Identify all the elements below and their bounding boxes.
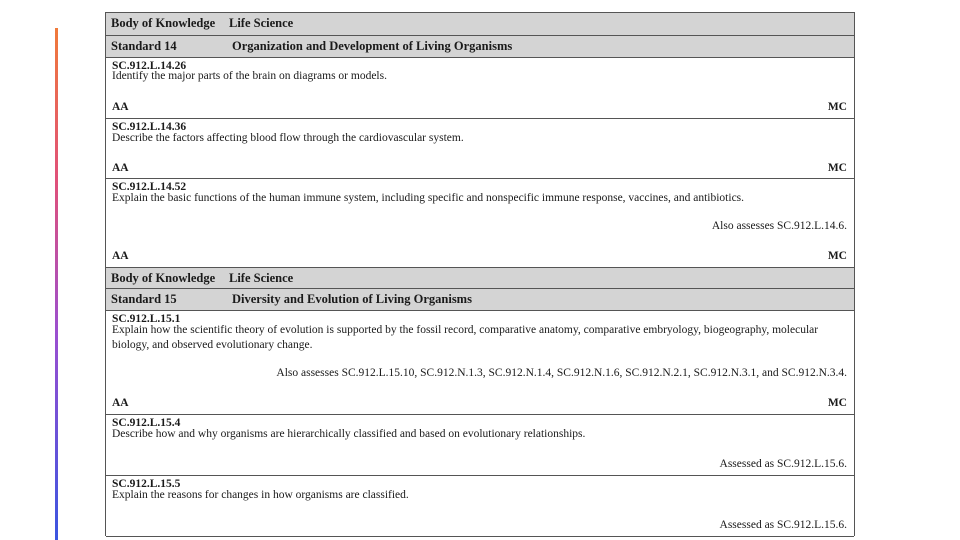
mc-label: MC xyxy=(827,162,847,174)
benchmark-description: Explain the reasons for changes in how organisms are classified. xyxy=(112,489,409,501)
benchmark-row xyxy=(106,311,854,415)
benchmark-description: Identify the major parts of the brain on diagrams or models. xyxy=(112,70,387,82)
also-assesses-note: Also assesses SC.912.L.15.10, SC.912.N.1.3, SC.912.N.1.4, SC.912.N.1.6, SC.912.N.2.1, SC.912.N.3.1, and SC.912.N.3.4. xyxy=(276,367,847,379)
aa-label: AA xyxy=(112,397,129,409)
body-of-knowledge-label: Body of Knowledge xyxy=(111,271,216,285)
standard-header xyxy=(106,289,854,311)
benchmark-row xyxy=(106,476,854,537)
also-assesses-note: Also assesses SC.912.L.14.6. xyxy=(711,220,847,232)
body-of-knowledge-value: Life Science xyxy=(229,271,294,285)
benchmark-row xyxy=(106,119,854,179)
benchmark-code: SC.912.L.15.5 xyxy=(112,478,181,490)
benchmark-description: Describe the factors affecting blood flow through the cardiovascular system. xyxy=(112,132,464,144)
benchmark-code: SC.912.L.15.4 xyxy=(112,417,181,429)
aa-label: AA xyxy=(112,250,129,262)
benchmark-description: Explain the basic functions of the human immune system, including specific and nonspecific immune response, vaccines, and antibiotics. xyxy=(112,192,745,204)
benchmark-description: Explain how the scientific theory of evolution is supported by the fossil record, comparative anatomy, comparative embryology, biogeography, molecular biology, and observed evolutionary change. xyxy=(112,324,819,351)
benchmark-row xyxy=(106,415,854,476)
benchmark-footer xyxy=(112,397,847,409)
benchmark-table xyxy=(105,12,855,536)
benchmark-row xyxy=(106,58,854,119)
standard-label: Standard 15 xyxy=(111,292,177,306)
mc-label: MC xyxy=(827,250,847,262)
benchmark-footer xyxy=(112,101,847,113)
body-of-knowledge-header xyxy=(106,268,854,289)
benchmark-footer xyxy=(112,162,847,174)
assessed-as-note: Assessed as SC.912.L.15.6. xyxy=(719,519,847,531)
benchmark-description: Describe how and why organisms are hierarchically classified and based on evolutionary relationships. xyxy=(112,428,586,440)
benchmark-row xyxy=(106,179,854,268)
body-of-knowledge-label: Body of Knowledge xyxy=(111,16,216,30)
accent-bar xyxy=(55,28,58,540)
standard-header xyxy=(106,36,854,58)
benchmark-code: SC.912.L.15.1 xyxy=(112,313,181,325)
benchmark-code: SC.912.L.14.26 xyxy=(112,60,187,72)
benchmark-code: SC.912.L.14.36 xyxy=(112,121,187,133)
assessed-as-note: Assessed as SC.912.L.15.6. xyxy=(719,458,847,470)
body-of-knowledge-header xyxy=(106,13,854,36)
aa-label: AA xyxy=(112,162,129,174)
standard-title: Diversity and Evolution of Living Organisms xyxy=(232,292,472,306)
body-of-knowledge-value: Life Science xyxy=(229,16,294,30)
benchmark-code: SC.912.L.14.52 xyxy=(112,181,187,193)
mc-label: MC xyxy=(827,397,847,409)
aa-label: AA xyxy=(112,101,129,113)
standard-label: Standard 14 xyxy=(111,39,177,53)
standard-title: Organization and Development of Living Organisms xyxy=(232,39,513,53)
mc-label: MC xyxy=(827,101,847,113)
benchmark-footer xyxy=(112,250,847,262)
